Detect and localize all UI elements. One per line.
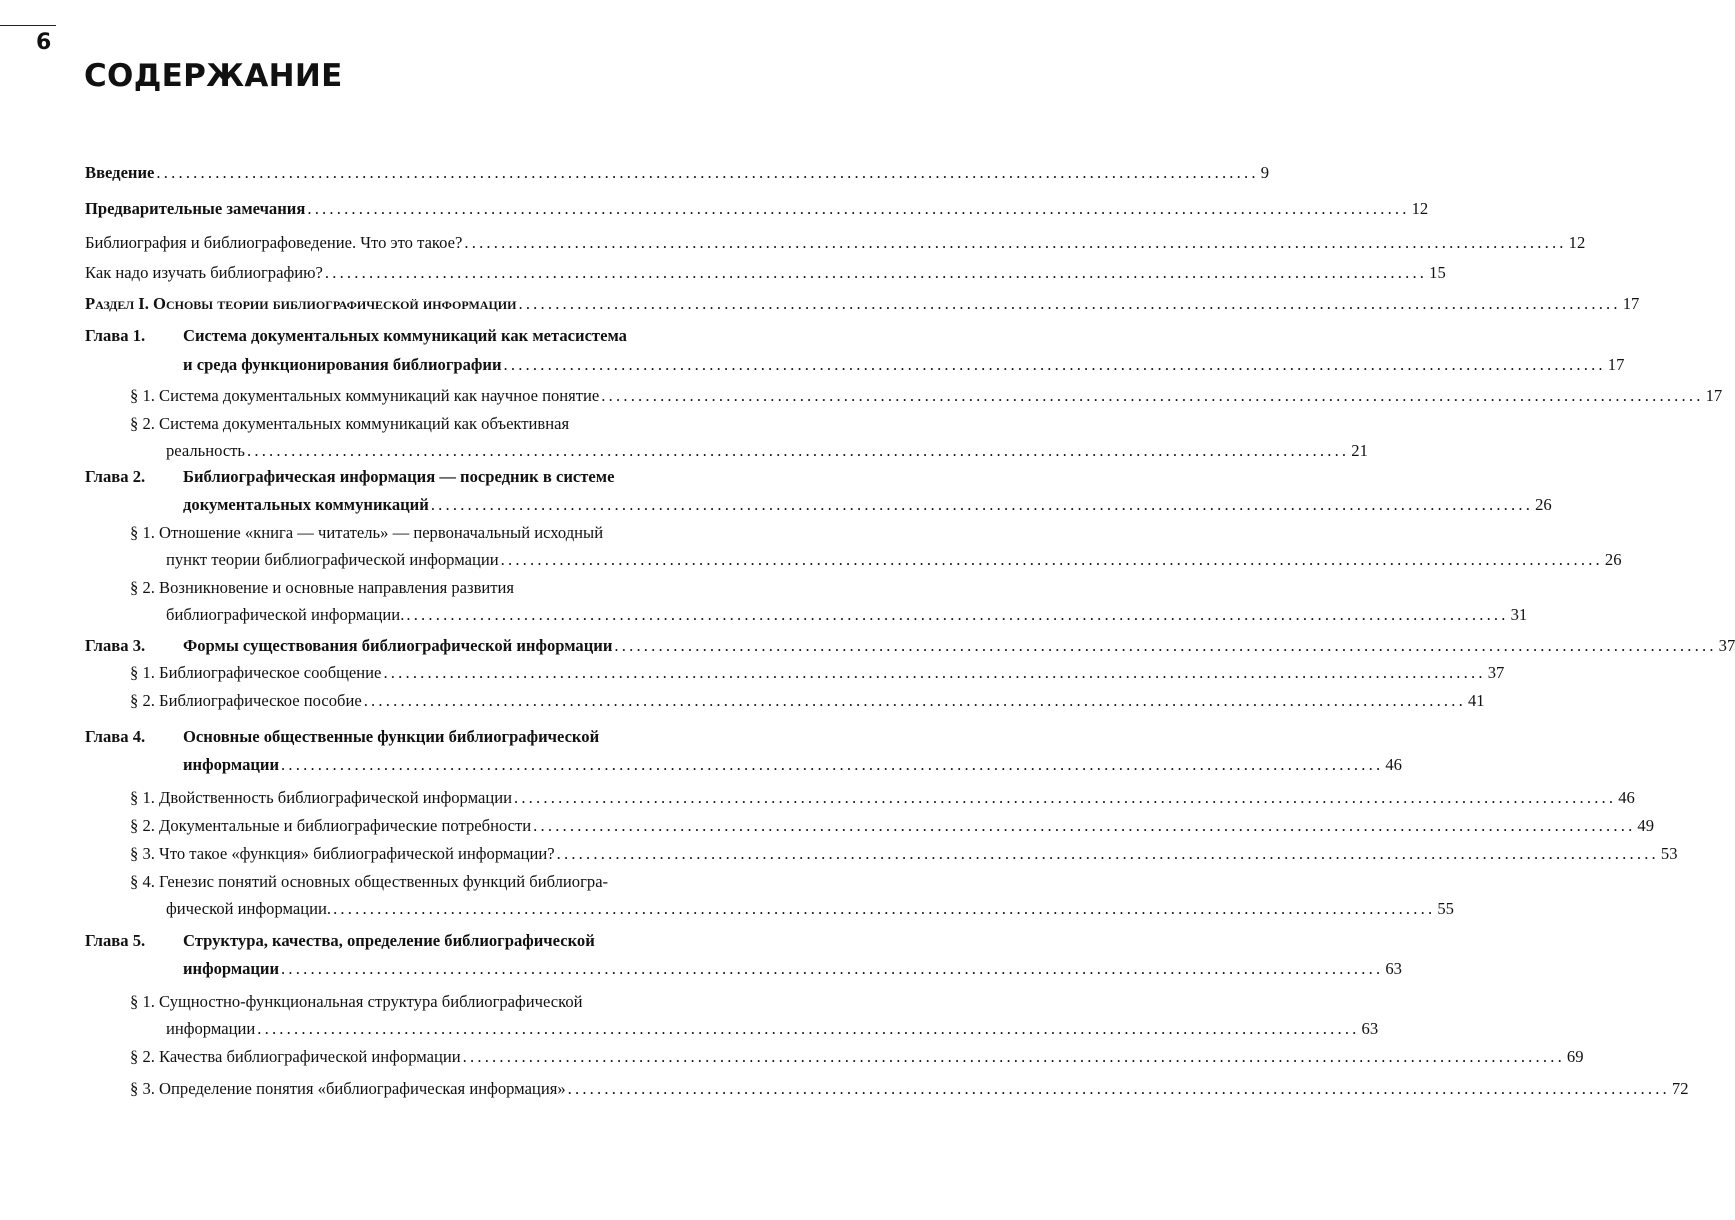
toc-entry-section[interactable] — [166, 548, 1622, 572]
toc-page-number: 9 — [1260, 163, 1269, 182]
toc-page-number: 69 — [1566, 1047, 1584, 1066]
toc-entry-title: Предварительные замечания — [85, 199, 306, 218]
toc-page-number: 26 — [1535, 495, 1552, 514]
toc-page-number: 37 — [1487, 663, 1505, 682]
toc-entry-title: § 2. Качества библиографической информации — [130, 1047, 461, 1066]
dot-leader — [557, 842, 1659, 866]
header-rule — [0, 25, 56, 26]
toc-entry-section[interactable] — [130, 870, 765, 894]
toc-entry-chapter[interactable] — [183, 493, 1552, 517]
toc-entry-section[interactable] — [166, 603, 1528, 627]
dot-leader — [614, 634, 1716, 658]
toc-entry-section[interactable] — [130, 814, 1655, 838]
dot-leader — [533, 814, 1635, 838]
toc-page-number: 53 — [1660, 844, 1678, 863]
dot-leader — [463, 1045, 1565, 1069]
toc-entry-section[interactable] — [130, 842, 1678, 866]
chapter-label: Глава 4. — [85, 727, 146, 746]
toc-page-number: 63 — [1361, 1019, 1379, 1038]
toc-page-number: 17 — [1622, 294, 1640, 313]
dot-leader — [156, 161, 1258, 185]
toc-entry-title: реальность — [166, 441, 245, 460]
toc-page-number: 17 — [1607, 355, 1625, 374]
toc-page-number: 37 — [1718, 636, 1735, 655]
toc-entry-chapter[interactable] — [183, 929, 765, 953]
dot-leader — [281, 957, 1383, 981]
toc-page-number: 12 — [1411, 199, 1429, 218]
toc-entry-title: § 3. Определение понятия «библиографическая информация» — [130, 1079, 566, 1098]
toc-entry-title: § 1. Отношение «книга — читатель» — первоначальный исходный — [130, 523, 604, 542]
toc-page-number: 46 — [1385, 755, 1402, 774]
toc-entry-title: Библиография и библиографоведение. Что это такое? — [85, 233, 463, 252]
dot-leader — [257, 1017, 1359, 1041]
toc-entry-section[interactable] — [130, 1077, 1689, 1101]
toc-entry-title: § 1. Библиографическое сообщение — [130, 663, 382, 682]
toc-entry-section[interactable] — [130, 1045, 1584, 1069]
toc-entry-section[interactable] — [130, 521, 765, 545]
toc-entry-chapter[interactable] — [183, 753, 1402, 777]
toc-page-number: 63 — [1385, 959, 1402, 978]
toc-page-number: 17 — [1705, 386, 1723, 405]
toc-page-number: 46 — [1618, 788, 1635, 807]
toc-entry-title: § 4. Генезис понятий основных общественных функций библиогра- — [130, 872, 609, 891]
toc-page-number: 49 — [1637, 816, 1655, 835]
toc-entry-chapter[interactable] — [183, 725, 765, 749]
dot-leader — [518, 292, 1620, 316]
toc-entry-top[interactable] — [85, 231, 1586, 255]
toc-page-number: 26 — [1604, 550, 1622, 569]
toc-entry-section[interactable] — [130, 786, 1635, 810]
toc-entry-top[interactable] — [85, 197, 1429, 221]
toc-entry-title: информации — [183, 755, 280, 774]
toc-entry-title: Как надо изучать библиографию? — [85, 263, 323, 282]
toc-entry-section[interactable] — [130, 689, 1485, 713]
toc-page-number: 31 — [1510, 605, 1528, 624]
toc-entry-title: Основные общественные функции библиографической — [183, 727, 600, 746]
toc-entry-title: § 2. Библиографическое пособие — [130, 691, 362, 710]
chapter-label: Глава 5. — [85, 931, 146, 950]
toc-entry-title: документальных коммуникаций — [183, 495, 429, 514]
toc-entry-title: и среда функционирования библиографии — [183, 355, 502, 374]
dot-leader — [501, 548, 1603, 572]
toc-entry-title: пункт теории библиографической информации — [166, 550, 499, 569]
chapter-label: Глава 3. — [85, 636, 146, 655]
toc-entry-title: § 2. Система документальных коммуникаций как объективная — [130, 414, 570, 433]
toc-entry-title: § 3. Что такое «функция» библиографической информации? — [130, 844, 555, 863]
toc-entry-title: § 2. Возникновение и основные направления развития — [130, 578, 515, 597]
toc-entry-title: Структура, качества, определение библиографической — [183, 931, 595, 950]
toc-entry-chapter[interactable] — [183, 324, 765, 348]
toc-entry-title: Раздел I. Основы теории библиографической информации — [85, 294, 517, 313]
dot-leader — [514, 786, 1616, 810]
dot-leader — [247, 439, 1349, 463]
dot-leader — [504, 353, 1606, 377]
chapter-label: Глава 2. — [85, 467, 146, 486]
toc-entry-top[interactable] — [85, 161, 1269, 185]
chapter-label: Глава 1. — [85, 326, 146, 345]
toc-entry-section[interactable] — [166, 1017, 1379, 1041]
toc-entry-section[interactable] — [130, 384, 1723, 408]
toc-entry-title: фической информации. — [166, 899, 332, 918]
toc-entry-chapter[interactable] — [183, 353, 1625, 377]
toc-entry-title: Введение — [85, 163, 155, 182]
dot-leader — [464, 231, 1566, 255]
dot-leader — [281, 753, 1383, 777]
toc-entry-section[interactable] — [130, 661, 1505, 685]
toc-entry-title: Система документальных коммуникаций как метасистема — [183, 326, 627, 345]
toc-entry-title: § 1. Двойственность библиографической информации — [130, 788, 512, 807]
dot-leader — [406, 603, 1508, 627]
page-title: СОДЕРЖАНИЕ — [84, 58, 343, 94]
toc-page-number: 12 — [1568, 233, 1586, 252]
dot-leader — [325, 261, 1427, 285]
dot-leader — [364, 689, 1466, 713]
toc-page-number: 21 — [1351, 441, 1368, 460]
toc-entry-chapter[interactable] — [183, 957, 1402, 981]
toc-page-number: 55 — [1437, 899, 1454, 918]
dot-leader — [601, 384, 1703, 408]
toc-entry-section[interactable] — [166, 439, 1368, 463]
toc-entry-title: § 1. Сущностно-функциональная структура библиографической — [130, 992, 583, 1011]
toc-entry-top[interactable] — [85, 261, 1446, 285]
toc-entry-chapter[interactable] — [183, 465, 765, 489]
dot-leader — [307, 197, 1409, 221]
toc-entry-section[interactable] — [130, 576, 765, 600]
toc-page-number: 15 — [1429, 263, 1446, 282]
dot-leader — [568, 1077, 1670, 1101]
toc-entry-title: § 2. Документальные и библиографические потребности — [130, 816, 532, 835]
dot-leader — [431, 493, 1533, 517]
toc-entry-title: информации — [166, 1019, 256, 1038]
toc-entry-title: библиографической информации. — [166, 605, 405, 624]
toc-page-number: 72 — [1671, 1079, 1689, 1098]
toc-entry-section[interactable] — [130, 412, 765, 436]
toc-entry-title: информации — [183, 959, 280, 978]
toc-page-number: 41 — [1467, 691, 1485, 710]
toc-entry-section[interactable] — [130, 990, 765, 1014]
toc-entry-chapter[interactable] — [183, 634, 1735, 658]
dot-leader — [333, 897, 1435, 921]
toc-entry-title: Библиографическая информация — посредник в системе — [183, 467, 615, 486]
page-number: 6 — [36, 30, 52, 55]
toc-entry-title: § 1. Система документальных коммуникаций как научное понятие — [130, 386, 600, 405]
toc-entry-part[interactable] — [85, 292, 1640, 316]
toc-entry-title: Формы существования библиографической информации — [183, 636, 613, 655]
dot-leader — [383, 661, 1485, 685]
toc-entry-section[interactable] — [166, 897, 1454, 921]
